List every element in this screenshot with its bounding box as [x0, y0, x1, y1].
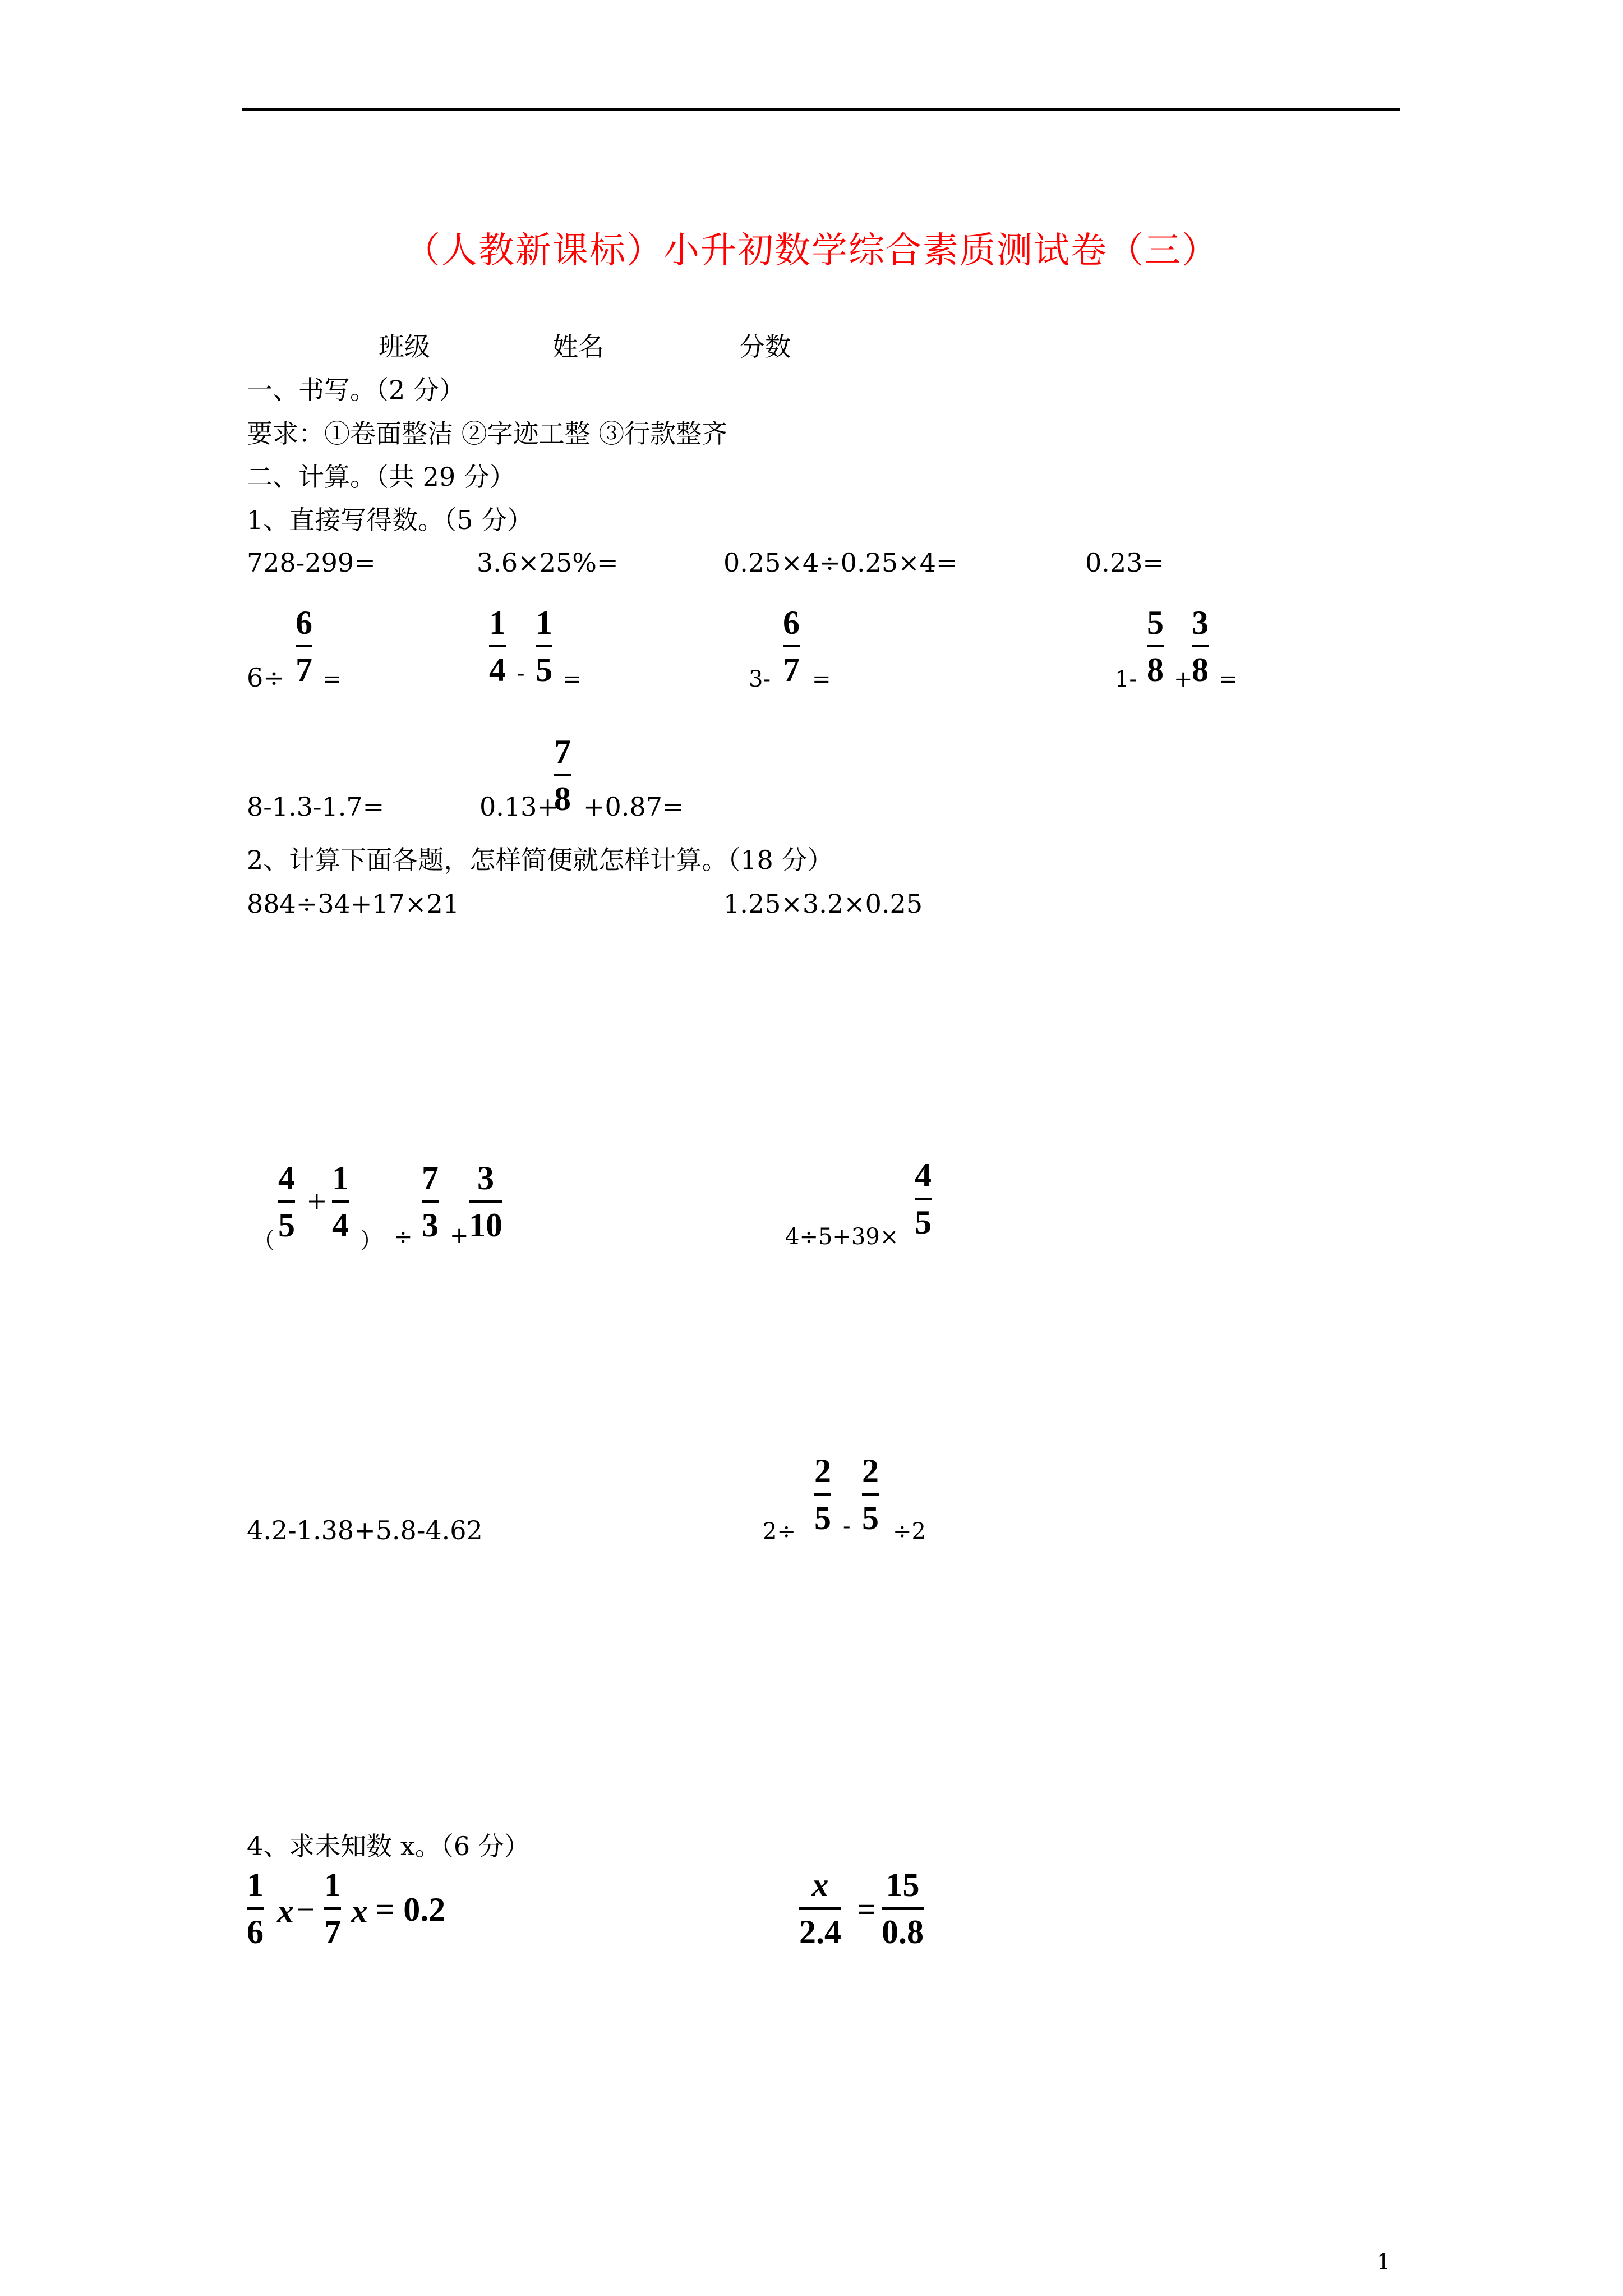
- minus-sign: -: [517, 661, 525, 687]
- open-paren: （: [252, 1228, 275, 1254]
- denominator: 10: [469, 1207, 502, 1244]
- numerator: 7: [554, 733, 571, 770]
- denominator: 7: [783, 651, 800, 688]
- fraction: [296, 606, 312, 687]
- q1-item-4: 0.23=: [1085, 547, 1164, 578]
- numerator: 3: [1192, 604, 1209, 641]
- fraction: [247, 1868, 264, 1949]
- equals-sign: =: [562, 666, 582, 692]
- section1-requirement: 要求：①卷面整洁 ②字迹工整 ③行款整齐: [247, 418, 728, 449]
- q1-item-1: 728-299=: [247, 547, 376, 578]
- numerator: 1: [489, 604, 506, 641]
- fraction: [1192, 606, 1209, 687]
- q4-heading: 4、求未知数 x。（6 分）: [247, 1831, 530, 1861]
- fraction: [882, 1868, 924, 1949]
- class-label: 班级: [379, 332, 430, 362]
- numerator: 2: [814, 1452, 831, 1489]
- fraction: [278, 1161, 295, 1242]
- page-title: （人教新课标）小升初数学综合素质测试卷（三）: [404, 230, 1219, 272]
- fraction: [799, 1868, 841, 1949]
- denominator: 5: [814, 1499, 831, 1536]
- denominator: 7: [296, 651, 312, 688]
- q1-r2a-pre: 6÷: [247, 662, 285, 693]
- numerator: 6: [296, 604, 312, 641]
- q1-heading: 1、直接写得数。（5 分）: [247, 505, 533, 535]
- numerator: 1: [332, 1159, 349, 1197]
- score-label: 分数: [739, 332, 791, 362]
- q1-r3b-post: +0.87=: [583, 792, 684, 822]
- fraction: [554, 735, 571, 816]
- plus-sign: +: [1174, 666, 1193, 692]
- equals-sign: =: [322, 666, 342, 692]
- numerator: 4: [915, 1157, 932, 1194]
- q1-r3b-pre: 0.13+: [479, 792, 559, 822]
- denominator: 4: [489, 651, 506, 688]
- fraction: [422, 1161, 439, 1242]
- fraction: [489, 606, 506, 687]
- minus-sign: −: [296, 1891, 315, 1928]
- variable-x: x: [351, 1893, 368, 1930]
- fraction: [814, 1454, 831, 1535]
- fraction: [862, 1454, 879, 1535]
- numerator: 3: [477, 1159, 494, 1197]
- q1-r2c-pre: 3-: [749, 666, 771, 692]
- q2-p6-post: ÷2: [893, 1519, 926, 1544]
- numerator: 2: [862, 1452, 879, 1489]
- minus-sign: -: [843, 1513, 851, 1539]
- equals-sign: =: [812, 666, 831, 692]
- equation-rhs: = 0.2: [376, 1891, 446, 1928]
- denominator: 8: [1192, 651, 1209, 688]
- q2-problem-1: 884÷34+17×21: [247, 889, 460, 919]
- fraction: [915, 1158, 932, 1239]
- page-number: 1: [1377, 2249, 1391, 2274]
- denominator: 5: [862, 1499, 879, 1536]
- numerator: x: [811, 1866, 829, 1903]
- numerator: 5: [1147, 604, 1164, 641]
- denominator: 8: [554, 780, 571, 817]
- denominator: 5: [536, 651, 552, 688]
- equals-sign: =: [1219, 666, 1238, 692]
- denominator: 0.8: [882, 1913, 924, 1950]
- q1-item-2: 3.6×25%=: [477, 547, 619, 578]
- q1-item-3: 0.25×4÷0.25×4=: [723, 547, 958, 578]
- top-rule: [242, 108, 1400, 111]
- fraction: [536, 606, 552, 687]
- denominator: 2.4: [799, 1913, 841, 1950]
- fraction: [332, 1161, 349, 1242]
- numerator: 15: [886, 1866, 920, 1903]
- denominator: 5: [915, 1204, 932, 1241]
- section1-heading: 一、书写。（2 分）: [247, 375, 465, 405]
- q2-p4-pre: 4÷5+39×: [785, 1224, 899, 1250]
- plus-sign: +: [450, 1223, 469, 1249]
- numerator: 1: [536, 604, 552, 641]
- denominator: 5: [278, 1207, 295, 1244]
- numerator: 1: [247, 1866, 264, 1903]
- variable-x: x: [277, 1893, 294, 1930]
- q2-heading: 2、计算下面各题，怎样简便就怎样计算。（18 分）: [247, 845, 833, 875]
- plus-sign: +: [307, 1183, 326, 1220]
- q2-problem-5: 4.2-1.38+5.8-4.62: [247, 1515, 483, 1545]
- q1-r2d-pre: 1-: [1115, 666, 1137, 692]
- close-paren: ）: [360, 1228, 382, 1254]
- fraction: [783, 606, 800, 687]
- denominator: 4: [332, 1207, 349, 1244]
- fraction: [469, 1161, 502, 1242]
- divide-sign: ÷: [394, 1224, 413, 1250]
- denominator: 8: [1147, 651, 1164, 688]
- numerator: 4: [278, 1159, 295, 1197]
- equals-sign: =: [857, 1891, 877, 1928]
- q2-problem-2: 1.25×3.2×0.25: [723, 889, 923, 919]
- numerator: 6: [783, 604, 800, 641]
- section2-heading: 二、计算。（共 29 分）: [247, 462, 515, 492]
- denominator: 6: [247, 1913, 264, 1950]
- numerator: 1: [324, 1866, 341, 1903]
- fraction: [324, 1868, 341, 1949]
- denominator: 3: [422, 1207, 439, 1244]
- q1-r3a: 8-1.3-1.7=: [247, 792, 385, 822]
- q2-p6-pre: 2÷: [763, 1519, 796, 1544]
- fraction: [1147, 606, 1164, 687]
- denominator: 7: [324, 1913, 341, 1950]
- name-label: 姓名: [552, 332, 604, 362]
- numerator: 7: [422, 1159, 439, 1197]
